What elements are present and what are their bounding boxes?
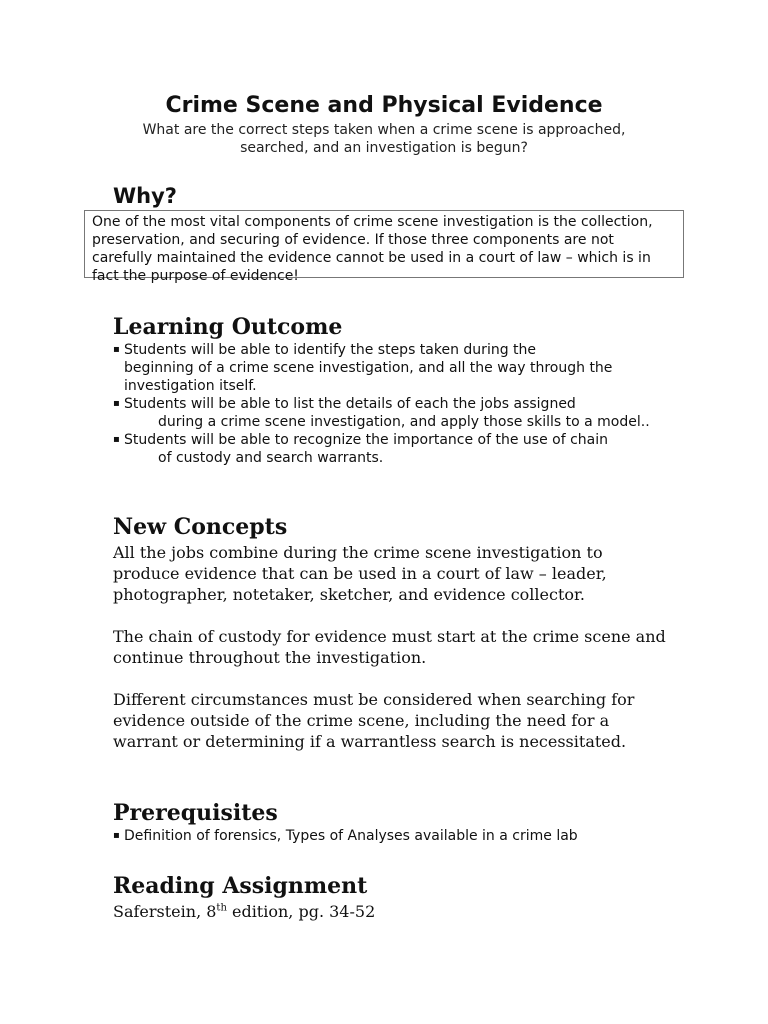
why-heading: Why? <box>113 184 177 208</box>
bullet-icon: ▪ <box>113 830 120 841</box>
bullet-icon: ▪ <box>113 344 120 355</box>
new-concepts-heading: New Concepts <box>113 514 288 540</box>
why-box: One of the most vital components of crime scene investigation is the collection, preservation, and securing of evidence. If those three components are not carefully maintained the evidence cannot be used in a court of law – which is in fact the purpose of evidence! <box>84 210 684 278</box>
reading-citation-main: Saferstein, 8 <box>113 902 217 921</box>
reading-citation-rest: edition, pg. 34-52 <box>226 902 376 921</box>
page-subtitle: What are the correct steps taken when a crime scene is approached, searched, and an investigation is begun? <box>142 122 626 156</box>
new-concepts-paragraph-2: The chain of custody for evidence must start at the crime scene and continue throughout the investigation. <box>113 627 666 667</box>
list-item-text: Definition of forensics, Types of Analyses available in a crime lab <box>124 828 578 844</box>
list-item-rest: during a crime scene investigation, and apply those skills to a model.. <box>158 414 650 430</box>
page-title: Crime Scene and Physical Evidence <box>165 93 603 118</box>
reading-assignment-heading: Reading Assignment <box>113 873 368 899</box>
list-item <box>113 395 673 431</box>
list-item-rest: beginning of a crime scene investigation, and all the way through the investigation itself. <box>124 360 613 394</box>
list-item-line1: Students will be able to recognize the importance of the use of chain <box>124 432 609 448</box>
prerequisites-list <box>113 827 673 845</box>
list-item <box>113 431 673 467</box>
bullet-icon: ▪ <box>113 434 120 445</box>
reading-citation-superscript: th <box>216 902 227 914</box>
prerequisites-heading: Prerequisites <box>113 800 278 826</box>
list-item-line1: Students will be able to list the details of each the jobs assigned <box>124 396 576 412</box>
new-concepts-paragraph-3: Different circumstances must be considered when searching for evidence outside of the crime scene, including the need for a warrant or determining if a warrantless search is necessitated. <box>113 690 635 751</box>
list-item-rest: of custody and search warrants. <box>158 450 384 466</box>
list-item-line1: Students will be able to identify the steps taken during the <box>124 342 537 358</box>
list-item <box>113 341 673 395</box>
new-concepts-paragraph-1: All the jobs combine during the crime scene investigation to produce evidence that can be used in a court of law – leader, photographer, notetaker, sketcher, and evidence collector. <box>113 543 607 604</box>
reading-assignment-text <box>113 901 673 922</box>
learning-outcome-heading: Learning Outcome <box>113 314 343 340</box>
learning-outcome-list <box>113 341 673 467</box>
list-item <box>113 827 673 845</box>
bullet-icon: ▪ <box>113 398 120 409</box>
